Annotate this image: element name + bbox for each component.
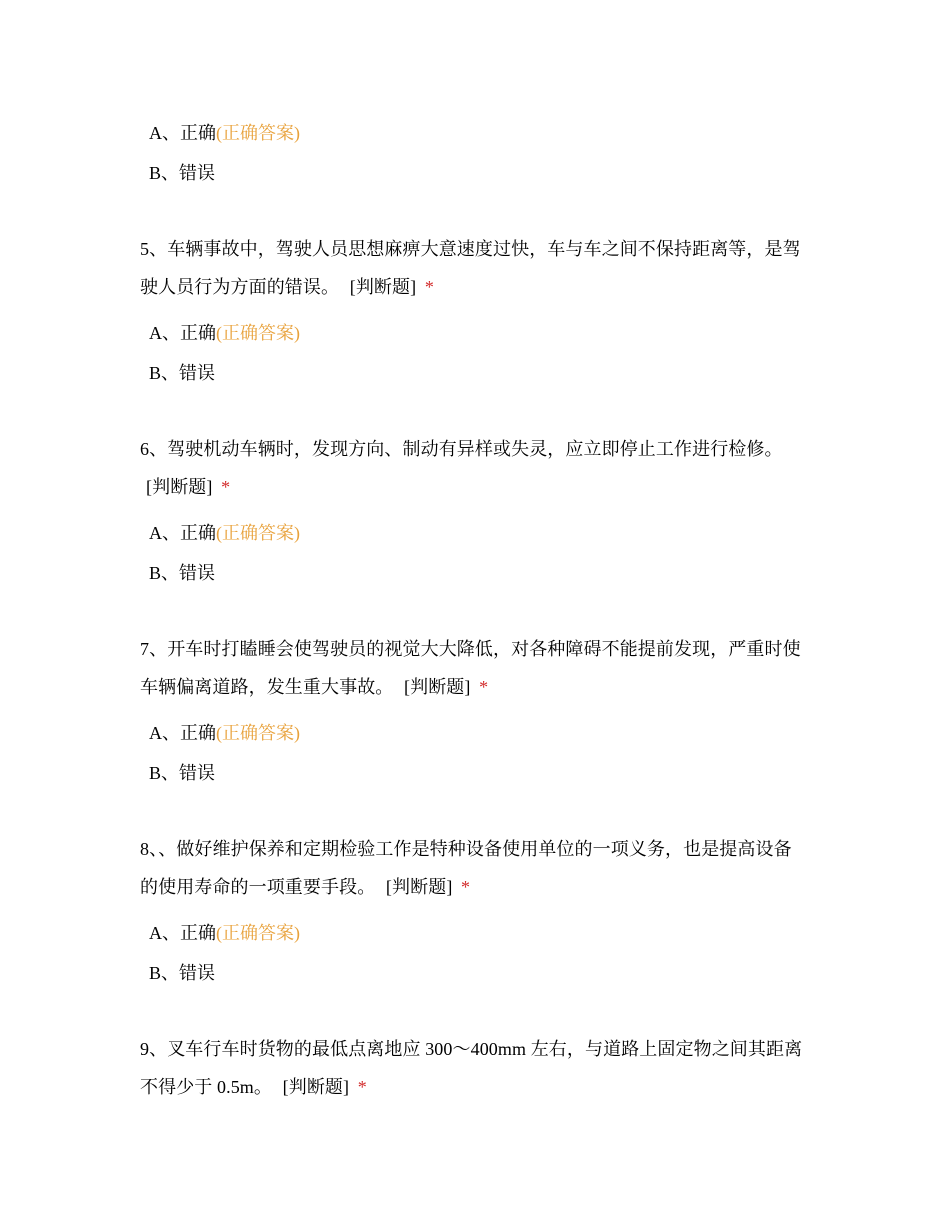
required-marker: * [357, 1077, 367, 1097]
question-body: 、做好维护保养和定期检验工作是特种设备使用单位的一项义务，也是提高设备的使用寿命的一项重要手段。 [140, 839, 792, 897]
correct-answer-tag: (正确答案) [216, 523, 300, 543]
question-type: [判断题] [349, 277, 417, 297]
option-a[interactable] [149, 521, 300, 545]
question-type: [判断题] [146, 477, 213, 497]
option-label: B、错误 [149, 363, 216, 383]
question-number: 9、 [140, 1039, 168, 1059]
correct-answer-tag: (正确答案) [216, 123, 300, 143]
question-body: 驾驶机动车辆时，发现方向、制动有异样或失灵，应立即停止工作进行检修。 [167, 439, 783, 459]
option-label: B、错误 [149, 763, 216, 783]
option-b[interactable] [149, 761, 215, 785]
question-body: 开车时打瞌睡会使驾驶员的视觉大大降低，对各种障碍不能提前发现，严重时使车辆偏离道路，发生重大事故。 [140, 639, 801, 697]
required-marker: * [424, 277, 434, 297]
question-number: 8、 [140, 839, 159, 859]
option-b[interactable] [149, 161, 215, 185]
question-text [140, 1030, 805, 1106]
question-number: 5、 [140, 239, 168, 259]
question-number: 7、 [140, 639, 168, 659]
question-type: [判断题] [404, 677, 471, 697]
question-number: 6、 [140, 439, 168, 459]
option-a[interactable] [149, 921, 300, 945]
option-label: A、正确 [149, 523, 216, 543]
option-label: A、正确 [149, 923, 216, 943]
option-b[interactable] [149, 361, 215, 385]
question-body: 叉车行车时货物的最低点离地应 300～400mm 左右，与道路上固定物之间其距离不得少于 0.5m。 [140, 1039, 803, 1097]
option-label: A、正确 [149, 323, 216, 343]
option-label: A、正确 [149, 723, 216, 743]
required-marker: * [479, 677, 489, 697]
option-b[interactable] [149, 961, 215, 985]
option-label: B、错误 [149, 963, 216, 983]
option-a[interactable] [149, 121, 300, 145]
question-text [140, 630, 805, 706]
required-marker: * [461, 877, 471, 897]
correct-answer-tag: (正确答案) [216, 923, 300, 943]
question-type: [判断题] [282, 1077, 350, 1097]
question-text [140, 230, 805, 306]
question-body: 车辆事故中，驾驶人员思想麻痹大意速度过快，车与车之间不保持距离等，是驾驶人员行为方面的错误。 [140, 239, 801, 297]
option-label: A、正确 [149, 123, 216, 143]
correct-answer-tag: (正确答案) [216, 723, 300, 743]
correct-answer-tag: (正确答案) [216, 323, 300, 343]
option-a[interactable] [149, 321, 300, 345]
option-a[interactable] [149, 721, 300, 745]
question-type: [判断题] [385, 877, 453, 897]
question-text [140, 430, 805, 506]
required-marker: * [221, 477, 231, 497]
option-label: B、错误 [149, 163, 216, 183]
question-text [140, 830, 805, 906]
option-label: B、错误 [149, 563, 216, 583]
option-b[interactable] [149, 561, 215, 585]
